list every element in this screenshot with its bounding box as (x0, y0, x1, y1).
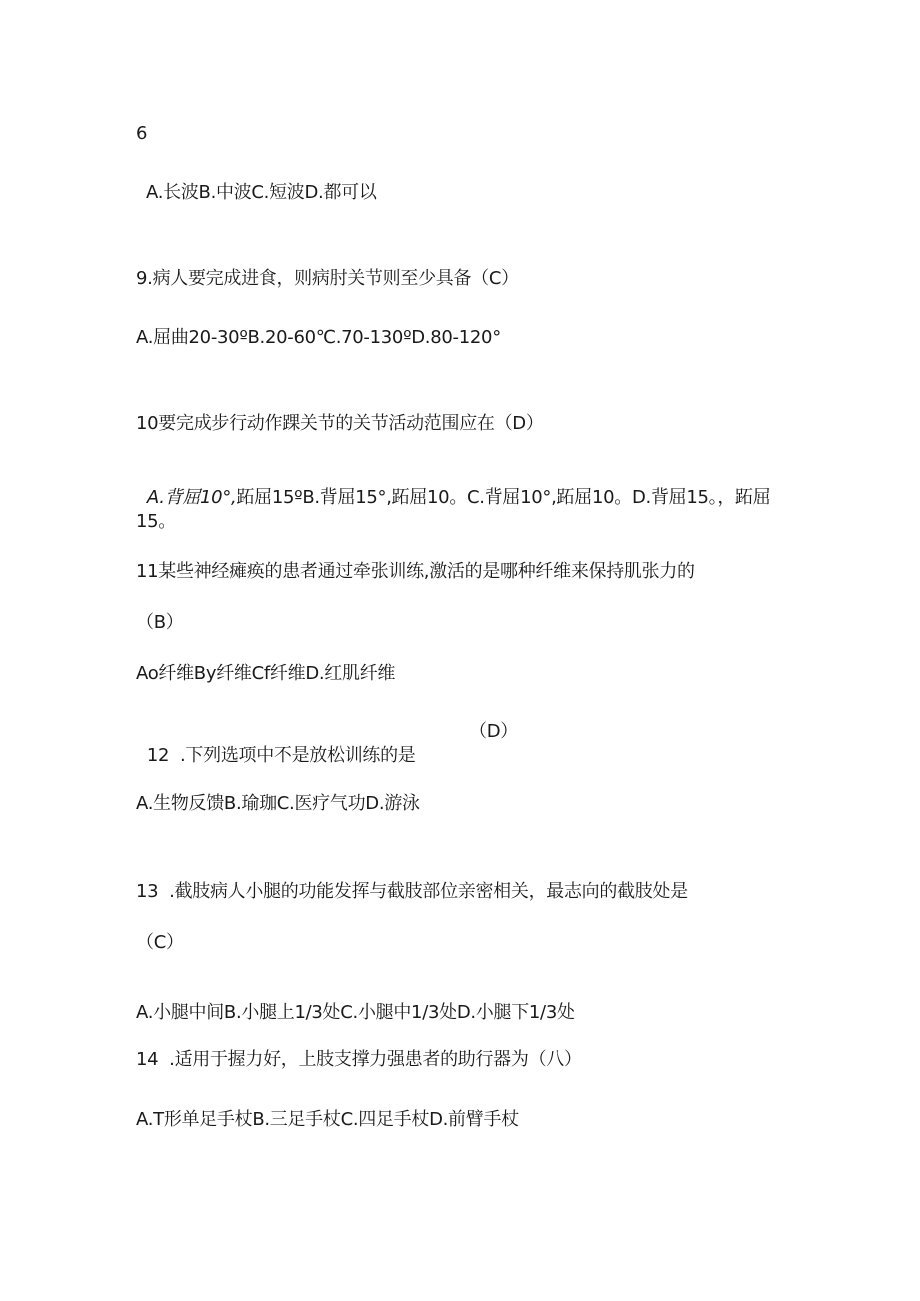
options-line-13: A.小腿中间B.小腿上1/3处C.小腿中1/3处D.小腿下1/3处 (136, 1002, 575, 1023)
options-line-10-italic: A.背屈10°, (146, 487, 237, 508)
question-12-text: 12 .下列选项中不是放松训练的是 (146, 745, 416, 766)
options-line-10-continued: 15。 (136, 511, 177, 532)
question-9: 9.病人要完成进食，则病肘关节则至少具备（C） (136, 268, 519, 289)
question-12-answer: （D） (469, 721, 518, 742)
question-12 (136, 720, 518, 768)
options-line-9: A.屈曲20-30ºB.20-60℃.70-130ºD.80-120° (136, 327, 501, 348)
options-line-14: A.T形单足手杖B.三足手杖C.四足手杖D.前臂手杖 (136, 1109, 519, 1130)
text-line-1: 6 (136, 123, 148, 144)
options-line-11: Ao纤维By纤维Cf纤维D.红肌纤维 (136, 663, 396, 684)
options-line-12: A.生物反馈B.瑜珈C.医疗气功D.游泳 (136, 793, 420, 814)
question-11: 11某些神经瘫痪的患者通过牵张训练,激活的是哪种纤维来保持肌张力的 (136, 561, 695, 582)
options-line-10 (136, 462, 770, 510)
question-14: 14 .适用于握力好，上肢支撑力强患者的助行器为（八） (136, 1049, 582, 1070)
question-11-answer: （B） (136, 612, 184, 633)
question-13-answer: （C） (136, 932, 184, 953)
options-line-10-rest: 跖屈15ºB.背屈15°,跖屈10。C.背屈10°,跖屈10。D.背屈15。，跖屈 (236, 487, 771, 508)
question-10: 10要完成步行动作踝关节的关节活动范围应在（D） (136, 413, 544, 434)
options-line-8: A.长波B.中波C.短波D.都可以 (146, 182, 377, 203)
question-13: 13 .截肢病人小腿的功能发挥与截肢部位亲密相关，最志向的截肢处是 (136, 881, 688, 902)
